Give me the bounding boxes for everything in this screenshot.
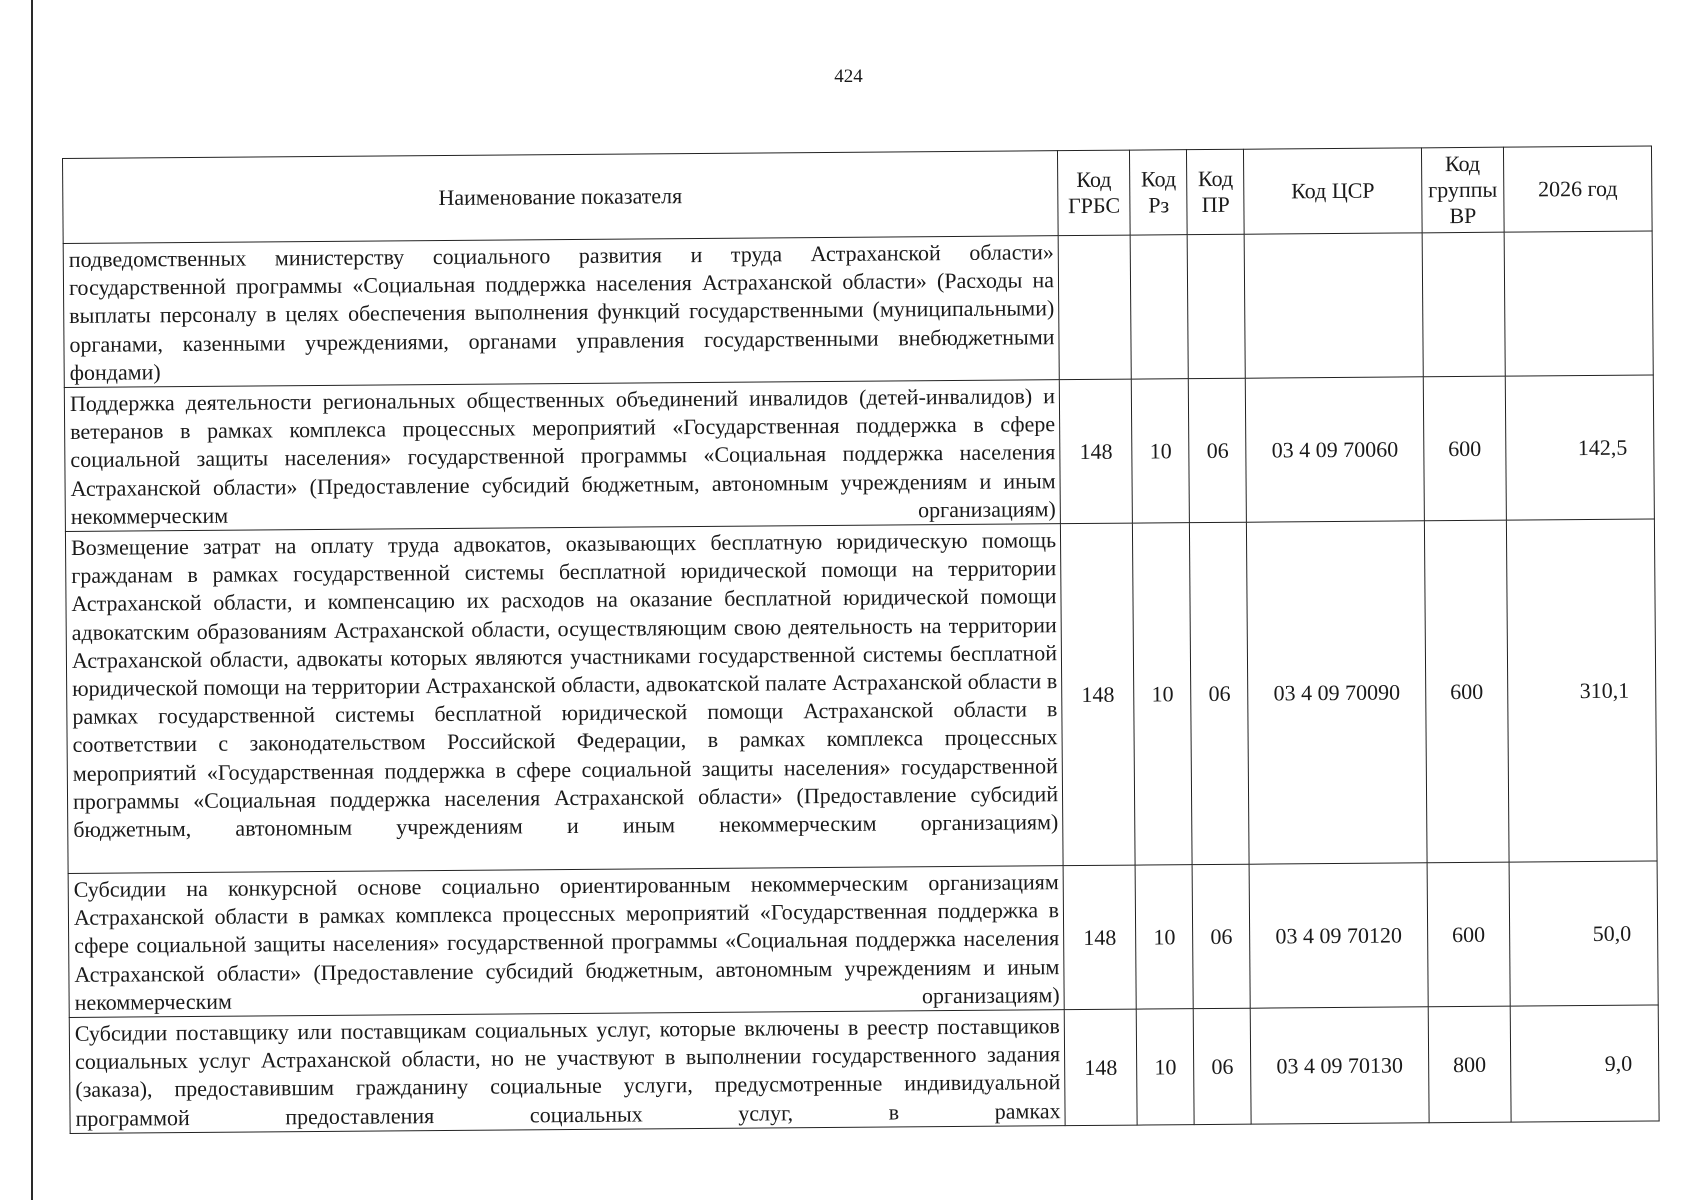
row-vr: 800 bbox=[1428, 1006, 1511, 1123]
row-rz: 10 bbox=[1135, 865, 1193, 1009]
page-number: 424 bbox=[834, 66, 863, 87]
row-amount: 9,0 bbox=[1510, 1005, 1659, 1122]
row-grbs: 148 bbox=[1059, 379, 1132, 524]
row-pr: 06 bbox=[1190, 522, 1250, 864]
table-row bbox=[68, 861, 1658, 1017]
row-csr bbox=[1244, 233, 1423, 378]
row-pr: 06 bbox=[1189, 378, 1247, 522]
row-amount bbox=[1504, 231, 1653, 376]
row-pr: 06 bbox=[1194, 1008, 1252, 1124]
row-name: Субсидии поставщику или поставщикам социальных услуг, которые включены в реестр поставщиков социальных услуг Астраханской области, но не участвуют в выполнении государственного задания (заказа), предоставившим гражданину социальные услуги, предусмотренные индивидуальной программой предоставления социальных услуг, в рамках bbox=[69, 1010, 1065, 1134]
row-amount: 142,5 bbox=[1505, 375, 1654, 520]
row-grbs: 148 bbox=[1060, 523, 1135, 866]
row-csr: 03 4 09 70090 bbox=[1247, 521, 1427, 864]
row-amount: 50,0 bbox=[1509, 861, 1658, 1006]
header-year: 2026 год bbox=[1503, 146, 1652, 232]
row-csr: 03 4 09 70120 bbox=[1249, 863, 1428, 1008]
header-pr: Код ПР bbox=[1187, 149, 1245, 234]
table-row bbox=[65, 519, 1657, 873]
header-vr: Код группы ВР bbox=[1421, 147, 1504, 233]
table-row bbox=[64, 375, 1654, 531]
header-grbs: Код ГРБС bbox=[1058, 150, 1131, 236]
row-name: Субсидии на конкурсной основе социально ориентированным некоммерческим организациям Астраханской области в рамках комплекса процессных мероприятий «Государственная поддержка в сфере социальной защиты населения» государственной программы «Социальная поддержка населения Астраханской области» (Предоставление субсидий бюджетным, автономным учреждениям и иным некоммерческим организациям) bbox=[68, 866, 1064, 1018]
row-rz: 10 bbox=[1133, 523, 1193, 865]
row-rz bbox=[1130, 235, 1188, 379]
row-name: Поддержка деятельности региональных общественных объединений инвалидов (детей-инвалидов) и ветеранов в рамках комплекса процессных мероприятий «Государственная поддержка в сфере социальной защиты населения» государственной программы «Социальная поддержка населения Астраханской области» (Предоставление субсидий бюджетным, автономным учреждениям и иным некоммерческим организациям) bbox=[64, 380, 1060, 532]
row-pr bbox=[1187, 234, 1245, 378]
row-vr: 600 bbox=[1424, 520, 1509, 863]
row-csr: 03 4 09 70060 bbox=[1246, 377, 1425, 522]
row-rz: 10 bbox=[1137, 1009, 1195, 1125]
header-name: Наименование показателя bbox=[63, 151, 1059, 244]
binding-margin-line bbox=[31, 0, 33, 1200]
row-vr: 600 bbox=[1423, 376, 1506, 521]
header-rz: Код Рз bbox=[1130, 150, 1188, 235]
row-vr: 600 bbox=[1427, 862, 1510, 1007]
header-csr: Код ЦСР bbox=[1244, 148, 1422, 234]
table-row bbox=[63, 231, 1653, 387]
row-csr: 03 4 09 70130 bbox=[1251, 1007, 1429, 1124]
row-vr bbox=[1422, 232, 1505, 377]
table-header-row bbox=[63, 146, 1653, 243]
row-name: Возмещение затрат на оплату труда адвокатов, оказывающих бесплатную юридическую помощь гражданам в рамках государственной системы бесплатной юридической помощи на территории Астраханской области, и компенсацию их расходов на оказание бесплатной юридической помощи адвокатским образованиям Астраханской области, осуществляющим свою деятельность на территории Астраханской области, адвокаты которых являются участниками государственной системы бесплатной юридической помощи на территории Астраханской области, адвокатской палате Астраханской области в рамках государственной системы бесплатной юридической помощи Астраханской области в соответствии с законодательством Российской Федерации, в рамках комплекса процессных мероприятий «Государственная поддержка в сфере социальной защиты населения» государственной программы «Социальная поддержка населения Астраханской области» (Предоставление субсидий бюджетным, автономным учреждениям и иным некоммерческим организациям) bbox=[65, 524, 1063, 874]
row-grbs: 148 bbox=[1063, 865, 1136, 1010]
row-pr: 06 bbox=[1192, 864, 1250, 1008]
row-name: подведомственных министерству социального развития и труда Астраханской области» государственной программы «Социальная поддержка населения Астраханской области» (Расходы на выплаты персоналу в целях обеспечения выполнения функций государственными (муниципальными) органами, казенными учреждениями, органами управления государственными внебюджетными фондами) bbox=[63, 236, 1059, 388]
row-grbs bbox=[1058, 235, 1131, 380]
row-rz: 10 bbox=[1132, 379, 1190, 523]
row-grbs: 148 bbox=[1064, 1009, 1137, 1126]
row-amount: 310,1 bbox=[1506, 519, 1657, 862]
budget-table bbox=[62, 146, 1660, 1135]
table-row bbox=[69, 1005, 1659, 1133]
